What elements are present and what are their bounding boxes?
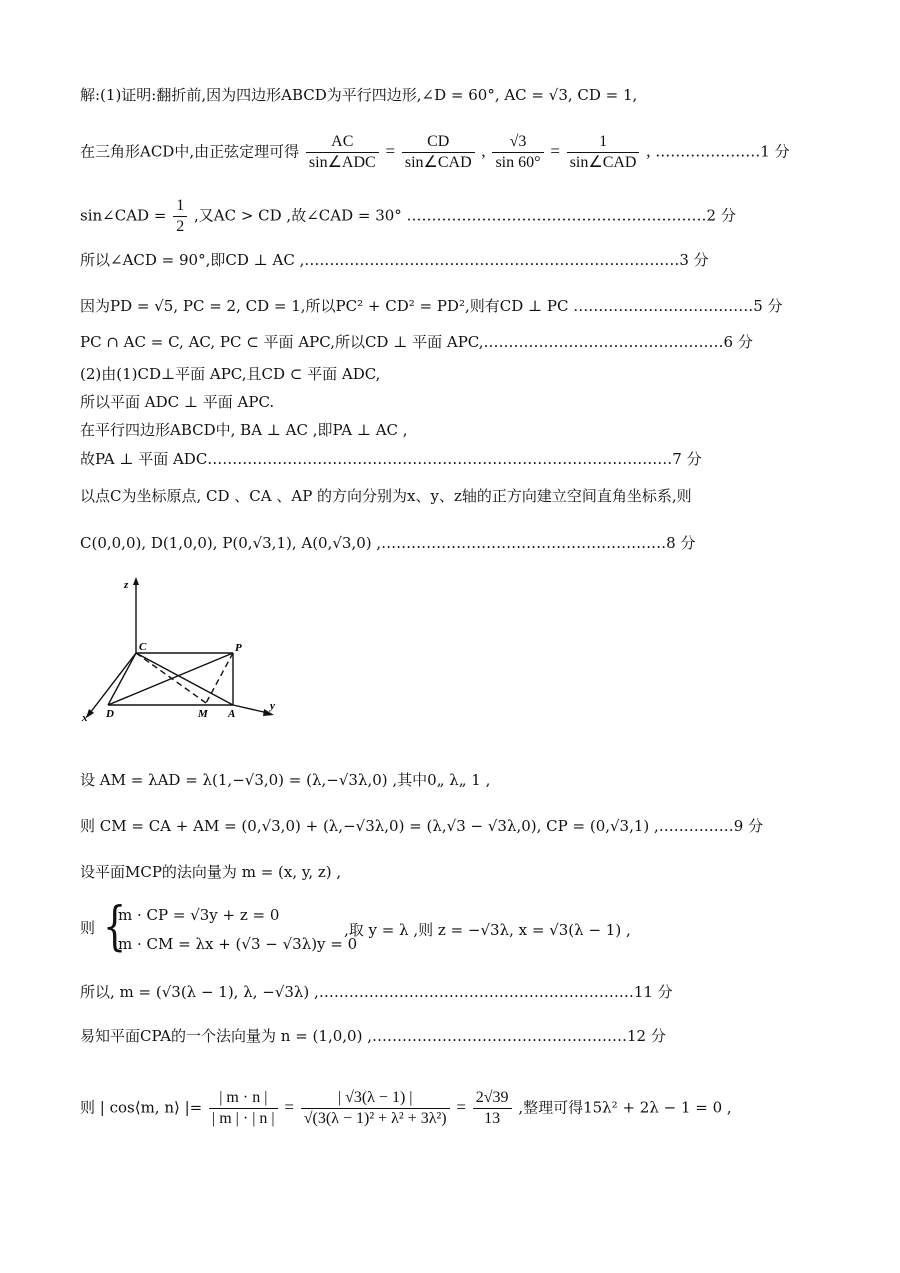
sine-law-lead: 在三角形ACD中,由正弦定理可得	[80, 142, 300, 161]
fraction-ac-over-sin-adc: AC sin∠ADC	[306, 132, 379, 173]
label-a: A	[228, 708, 236, 720]
fraction-mn-dot: $\frac{| m \cdot n |}{| m | \cdot | n |}$	[209, 1088, 278, 1129]
part2-intro: (2)由(1)CD⊥平面 APC,且CD ⊂ 平面 ADC,	[80, 365, 381, 383]
dashed-cm	[136, 653, 206, 703]
fraction-1-over-sin-cad: 1 sin∠CAD	[567, 132, 640, 173]
line-cd-perp-plane: PC ∩ AC = C, AC, PC ⊂ 平面 APC,所以CD ⊥ 平面 APC,…………………………………………6 分	[80, 333, 753, 351]
label-c: C	[139, 641, 147, 653]
eq-m-dot-cm: m · CM = λx + (√3 − √3λ)y = 0	[118, 935, 358, 953]
label-y: y	[270, 700, 275, 712]
edge-ca	[136, 653, 233, 705]
eq-m-dot-cp: m · CP = √3y + z = 0	[118, 906, 280, 924]
cosine-line: 则 | cos⟨m, n⟩ |= $\frac{| m \cdot n |}{| m | \cdot | n |}$ = $\frac{| √3(\lambda - 1) |}{\text{√(3(λ − 1)² + λ² + 3λ²)}}$ = $\frac{2√39}{13}$ ,整理可得15λ² + 2λ − 1 = 0 ,	[80, 1089, 732, 1127]
z-arrow	[133, 577, 139, 585]
line-cm-cp: 则 CM = CA + AM = (0,√3,0) + (λ,−√3λ,0) = (λ,√3 − √3λ,0), CP = (0,√3,1) ,……………9 分	[80, 817, 764, 835]
score-1: …………………1 分	[655, 142, 790, 161]
axis-y-ext	[233, 705, 268, 713]
system-prefix: 则	[80, 919, 96, 937]
geometry-figure	[78, 575, 293, 730]
solution-part1-intro: 解:(1)证明:翻折前,因为四边形ABCD为平行四边形,∠D = 60°, AC = √3, CD = 1,	[80, 86, 638, 104]
edge-dp	[108, 653, 233, 705]
label-z: z	[124, 579, 129, 591]
line-acd-90: 所以∠ACD = 90°,即CD ⊥ AC ,…………………………………………………………………3 分	[80, 251, 709, 269]
system-solution: ,取 y = λ ,则 z = −√3λ, x = √3(λ − 1) ,	[344, 921, 631, 939]
label-m: M	[198, 708, 208, 720]
line-ba-perp-ac: 在平行四边形ABCD中, BA ⊥ AC ,即PA ⊥ AC ,	[80, 421, 408, 439]
fraction-root3-over-sin60: $\frac{√3}{\sin 60^\circ}$	[492, 132, 543, 173]
line-normal-m-def: 设平面MCP的法向量为 m = (x, y, z) ,	[80, 863, 342, 881]
label-p: P	[235, 642, 242, 654]
sine-law-line: 在三角形ACD中,由正弦定理可得 AC sin∠ADC = CD sin∠CAD , $\frac{√3}{\sin 60^\circ}$ = 1 sin∠CAD , …………………1 分	[80, 133, 790, 171]
cosine-label: 则 | cos⟨m, n⟩ |=	[80, 1098, 203, 1117]
line-pa-perp-plane: 故PA ⊥ 平面 ADC…………………………………………………………………………………7 分	[80, 450, 702, 468]
label-d: D	[106, 708, 114, 720]
fraction-cos-expression: $\frac{| √3(\lambda - 1) |}{\text{√(3(λ − 1)² + λ² + 3λ²)}}$	[301, 1088, 450, 1129]
line-plane-perp: 所以平面 ADC ⊥ 平面 APC.	[80, 393, 275, 411]
quadratic-result: ,整理可得15λ² + 2λ − 1 = 0 ,	[518, 1098, 732, 1117]
line-am-lambda: 设 AM = λAD = λ(1,−√3,0) = (λ,−√3λ,0) ,其中0„ λ„ 1 ,	[80, 771, 491, 789]
dashed-pm	[206, 653, 233, 703]
line-pd-pc: 因为PD = √5, PC = 2, CD = 1,所以PC² + CD² = PD²,则有CD ⊥ PC ………………………………5 分	[80, 297, 783, 315]
line-m-vector: 所以, m = (√3(λ − 1), λ, −√3λ) ,………………………………………………………11 分	[80, 983, 673, 1001]
line-n-vector: 易知平面CPA的一个法向量为 n = (1,0,0) ,……………………………………………12 分	[80, 1027, 666, 1045]
angle-cad-conclusion: ,又AC > CD ,故∠CAD = 30° ……………………………………………………2 分	[193, 206, 736, 225]
system-brace: {	[102, 897, 127, 957]
fraction-cd-over-sin-cad: CD sin∠CAD	[402, 132, 475, 173]
edge-cd	[108, 653, 136, 705]
line-coordinate-system: 以点C为坐标原点, CD 、CA 、AP 的方向分别为x、y、z轴的正方向建立空间直角坐标系,则	[80, 487, 692, 505]
x-axis	[90, 653, 136, 713]
fraction-half: $\frac{1}{2}$	[173, 196, 187, 237]
label-x: x	[82, 712, 88, 724]
angle-cad-line	[80, 196, 736, 237]
sin-cad-label: sin∠CAD =	[80, 206, 167, 225]
fraction-result: $\frac{2√39}{13}$	[473, 1088, 512, 1129]
line-coordinates: C(0,0,0), D(1,0,0), P(0,√3,1), A(0,√3,0) ,…………………………………………………8 分	[80, 534, 696, 552]
